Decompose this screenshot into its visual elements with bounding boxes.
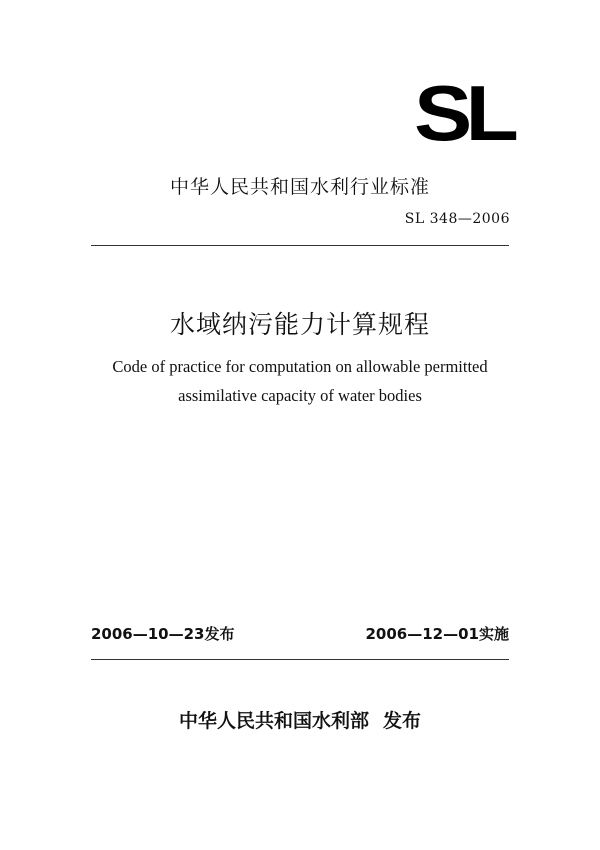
issue-date: 2006—10—23发布 [91, 625, 235, 643]
publisher-org: 中华人民共和国水利部 [178, 710, 369, 732]
publisher-action: 发布 [383, 710, 422, 732]
top-divider [91, 245, 509, 246]
implementation-date: 2006—12—01实施 [365, 625, 509, 643]
publisher [0, 706, 600, 733]
standard-code: SL 348—2006 [404, 211, 510, 227]
bottom-divider [91, 659, 509, 660]
title-english-line2: assimilative capacity of water bodies [178, 386, 422, 405]
title-english-line1: Code of practice for computation on allowable permitted [112, 357, 488, 376]
sl-logo: SL [414, 69, 513, 157]
standard-series: 中华人民共和国水利行业标准 [169, 176, 430, 198]
title-chinese: 水域纳污能力计算规程 [169, 310, 430, 339]
